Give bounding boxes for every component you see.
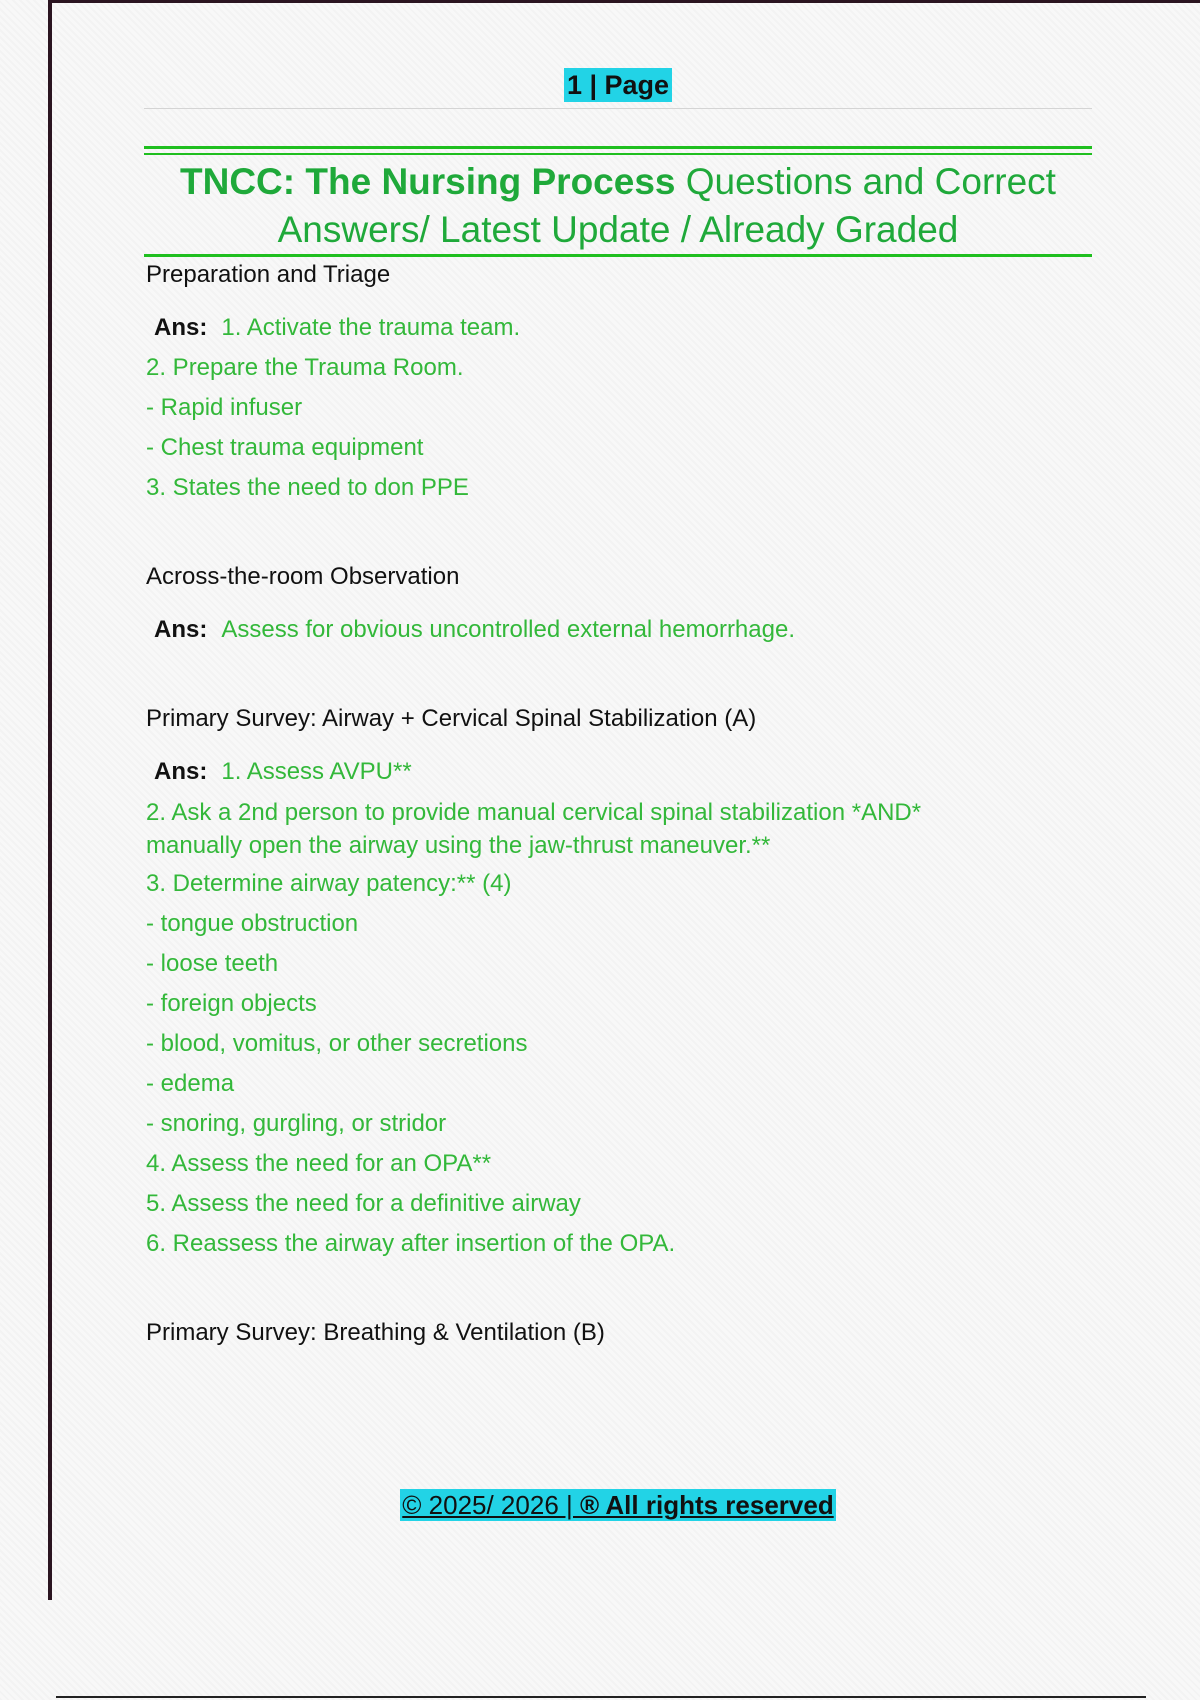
copyright-year: © 2025/ 2026 |: [402, 1490, 580, 1520]
answer-line: - foreign objects: [146, 990, 317, 1017]
answer-line: 5. Assess the need for a definitive airway: [146, 1190, 581, 1217]
title-top-rule-inner: [144, 153, 1092, 155]
title-line2: Answers/ Latest Update / Already Graded: [277, 209, 959, 250]
answer-text: 1. Assess AVPU**: [221, 758, 412, 785]
page-number: 1 | Page: [564, 68, 672, 102]
question-text: Primary Survey: Airway + Cervical Spinal Stabilization (A): [146, 705, 757, 732]
page-left-border: [48, 0, 52, 1600]
bottom-rule: [56, 1696, 1146, 1698]
answer-line: 2. Prepare the Trauma Room.: [146, 354, 464, 381]
answer-line: - Rapid infuser: [146, 394, 303, 421]
answer-line: [146, 752, 1106, 792]
answer-line: 6. Reassess the airway after insertion of the OPA.: [146, 1230, 676, 1257]
answer-line: - loose teeth: [146, 950, 279, 977]
answer-line: 4. Assess the need for an OPA**: [146, 1150, 492, 1177]
question-text: Primary Survey: Breathing & Ventilation (B): [146, 1319, 605, 1346]
answer-line: [146, 610, 1106, 650]
question-text: Across-the-room Observation: [146, 563, 460, 590]
answer-line: 3. Determine airway patency:** (4): [146, 870, 512, 897]
ans-label: Ans:: [154, 616, 208, 643]
page-header: [0, 70, 1200, 101]
page-top-border: [48, 0, 1200, 3]
header-divider: [144, 108, 1092, 109]
answer-line: - blood, vomitus, or other secretions: [146, 1030, 528, 1057]
answer-line: - snoring, gurgling, or stridor: [146, 1110, 447, 1137]
answer-line: - edema: [146, 1070, 235, 1097]
ans-label: Ans:: [154, 314, 208, 341]
title-rest-line1: Questions and Correct: [675, 161, 1056, 202]
answer-line: 3. States the need to don PPE: [146, 474, 469, 501]
qa-content: [146, 256, 1106, 1352]
title-bold-part: TNCC: The Nursing Process: [180, 161, 676, 202]
page-footer: [0, 1490, 1200, 1521]
question-text: Preparation and Triage: [146, 261, 391, 288]
answer-line: 2. Ask a 2nd person to provide manual cervical spinal stabilization *AND*: [146, 799, 922, 826]
answer-line: manually open the airway using the jaw-thrust maneuver.**: [146, 832, 771, 859]
ans-label: Ans:: [154, 758, 208, 785]
rights-reserved: ® All rights reserved: [579, 1490, 834, 1520]
answer-line: [146, 308, 1106, 348]
answer-text: Assess for obvious uncontrolled external hemorrhage.: [221, 616, 795, 643]
answer-text: 1. Activate the trauma team.: [221, 314, 521, 341]
title-top-rule: [144, 146, 1092, 149]
answer-line: - Chest trauma equipment: [146, 434, 424, 461]
document-title: [144, 158, 1092, 254]
copyright-notice: [400, 1489, 835, 1521]
answer-line: - tongue obstruction: [146, 910, 359, 937]
